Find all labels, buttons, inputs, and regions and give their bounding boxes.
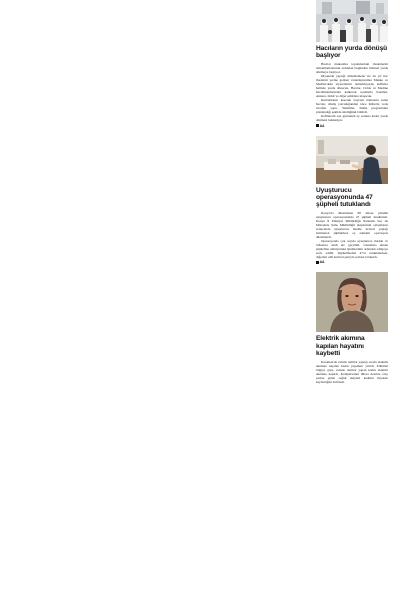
- paragraph: Diyanetin yaptığı düzenlemeler ile bu yıl hac ibadetini yerine getiren vatandaşlarımız Mekke ve Medine'deki ziyaretlerini tamamlayarak kafileler halinde yurda dönecek. Hacılar, Cidde ve Medine havalimanlarından kalkacak uçaklarla İstanbul, Ankara, İzmir ve diğer şehirlere ulaşacak.: [316, 73, 388, 99]
- source-credit: [316, 124, 388, 128]
- paragraph: Karaman'da evinde tamirat yaptığı sırada elektrik akımına kapılan kadın yaşamını yitirdi. Edinilen bilgiye göre, evinde tamirat yapan kadın elektrik akımına kapıldı. Komşularının ihbarı üzerine olay yerine gelen sağlık ekipleri kadının hayatını kaybettiğini belirledi.: [316, 359, 388, 384]
- body-drug-operation: [316, 211, 388, 260]
- story-electrocution: [316, 272, 388, 384]
- source-label: AA: [319, 123, 325, 128]
- source-credit: [316, 260, 388, 264]
- photo-drug-operation: [316, 136, 388, 184]
- headline-drug-operation: Uyuşturucu operasyonunda 47 şüpheli tutuklandı: [316, 186, 373, 209]
- pilgrims-photo-icon: [316, 0, 388, 42]
- paragraph: Konya'da düzenlenen 68 adrese yönelik uyuşturucu operasyonunda 47 şüpheli tutuklandı. Konya İl Emniyet Müdürlüğü Narkotik Suç ile Mücadele Şube Müdürlüğü ekiplerinin çalışmaları sonucunda uyuşturucu madde ticareti yaptığı belirlenen şüphelilere eş zamanlı operasyon düzenlendi.: [316, 210, 388, 240]
- photo-woman-portrait: [316, 272, 388, 332]
- police-evidence-photo-icon: [316, 136, 388, 184]
- story-drug-operation: [316, 136, 388, 265]
- source-label: AA: [319, 260, 325, 265]
- paragraph: Kurbanlarını keserek bayram namazını kılan hacılar, dönüş yolculuğundan önce Kâbe'de veda tavafını yaptı. Yetkililer, dönüş programının planlandığı şekilde sürdüğünü bildirdi.: [316, 98, 388, 115]
- paragraph: Operasyonda çok sayıda uyuşturucu madde ve ruhsatsız silah ele geçirildi. Gözaltına alınan şüpheliler emniyetteki işlemlerinin ardından adliyeye sevk edildi. Şüphelilerden 47'si tutuklanırken, diğerleri adli kontrol şartıyla serbest bırakıldı.: [316, 239, 388, 260]
- square-bullet-icon: [316, 124, 319, 127]
- photo-pilgrims-crowd: [316, 0, 388, 42]
- square-bullet-icon: [316, 261, 319, 264]
- headline-pilgrims: Hacıların yurda dönüşü başlıyor: [316, 45, 388, 60]
- paragraph: Hacılar mukaddes topraklardaki ibadetlerini tamamlamalarının ardından bugünden itibaren yurda dönmeye başlıyor.: [316, 61, 388, 74]
- headline-electrocution: Elektrik akımına kapılan hayatını kaybetti: [316, 335, 365, 358]
- paragraph: Kafilelerin son grubunun ay sonuna kadar yurda dönmesi bekleniyor.: [316, 114, 388, 123]
- news-column: [316, 0, 388, 390]
- body-pilgrims: [316, 62, 388, 123]
- portrait-photo-icon: [316, 272, 388, 332]
- body-electrocution: [316, 360, 388, 384]
- story-pilgrims: [316, 0, 388, 128]
